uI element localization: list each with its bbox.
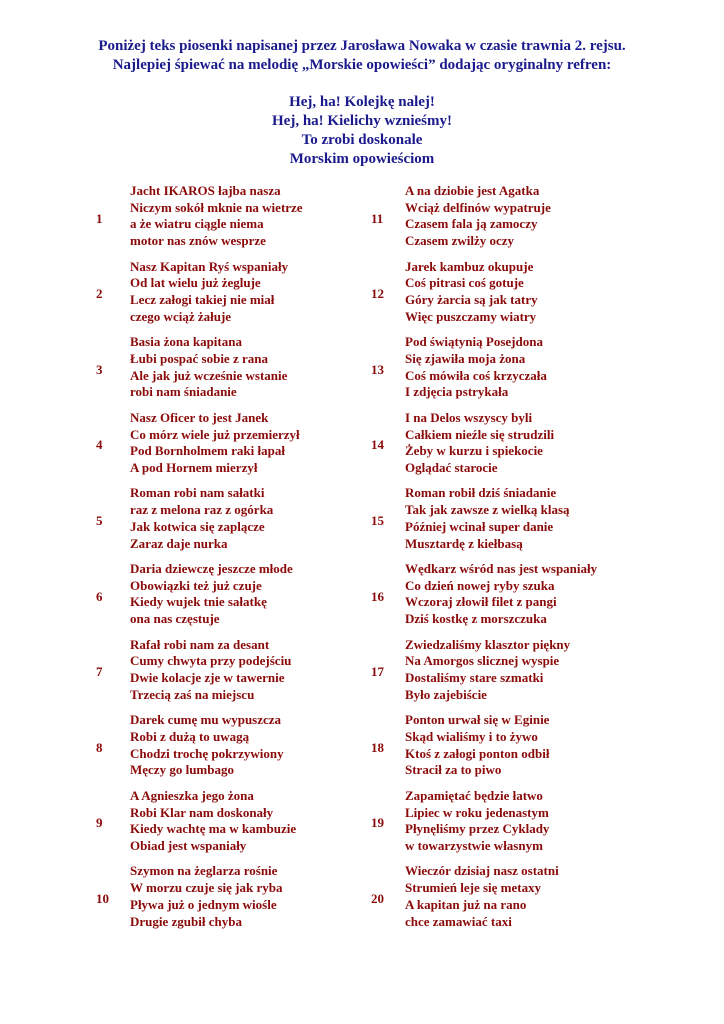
intro-text <box>0 37 724 75</box>
verse-lines <box>130 334 287 401</box>
verse-line: Roman robił dziś śniadanie <box>405 485 557 501</box>
verse-line: Żeby w kurzu i spiekocie <box>405 443 543 459</box>
verse-line: Niczym sokół mknie na wietrze <box>130 199 303 215</box>
verse-line: Drugie zgubił chyba <box>130 913 242 929</box>
verse-line: ona nas częstuje <box>130 611 220 627</box>
verse-lines <box>130 183 303 250</box>
verse-line: Darek cumę mu wypuszcza <box>130 712 282 728</box>
verse-line: Ktoś z załogi ponton odbił <box>405 745 550 761</box>
verse-block <box>96 637 396 709</box>
verse-line: Ale jak już wcześnie wstanie <box>130 367 288 383</box>
verse-line: Zapamiętać będzie łatwo <box>405 787 543 803</box>
verse-line: Obiad jest wspaniały <box>130 837 247 853</box>
verse-number: 9 <box>96 815 103 831</box>
verse-block <box>371 334 671 406</box>
verse-line: Lecz załogi takiej nie miał <box>130 292 275 307</box>
verse-line: Jak kotwica się zaplącze <box>130 518 265 534</box>
verse-lines <box>405 259 538 326</box>
verse-line: motor nas znów wesprze <box>130 233 266 249</box>
verse-lines <box>405 183 551 250</box>
verse-line: Dostaliśmy stare szmatki <box>405 670 544 685</box>
chorus-line: To zrobi doskonale <box>301 132 423 148</box>
verse-line: Było zajebiście <box>405 686 487 702</box>
verse-line: Coś mówiła coś krzyczała <box>405 367 547 383</box>
verse-number: 3 <box>96 361 103 377</box>
verse-line: I na Delos wszyscy byli <box>405 409 533 425</box>
verse-number: 2 <box>96 286 103 302</box>
verse-line: A Agnieszka jego żona <box>130 787 254 803</box>
verse-block <box>96 863 396 935</box>
verse-line: Oglądać starocie <box>405 459 498 475</box>
verse-line: Czasem zwilży oczy <box>405 233 515 249</box>
verse-line: I zdjęcia pstrykała <box>405 384 509 400</box>
verse-line: Dziś kostkę z morszczuka <box>405 611 547 627</box>
verse-block <box>96 561 396 633</box>
verse-number: 18 <box>371 739 384 755</box>
verse-line: Trzecią zaś na miejscu <box>130 686 255 702</box>
verse-line: Jacht IKAROS łajba nasza <box>130 183 281 198</box>
verse-line: Stracił za to piwo <box>405 762 502 778</box>
verse-line: Wędkarz wśród nas jest wspaniały <box>405 561 598 576</box>
verse-number: 11 <box>371 210 384 226</box>
verse-line: Łubi pospać sobie z rana <box>130 350 268 366</box>
verse-lines <box>130 485 273 552</box>
verse-block <box>96 788 396 860</box>
verse-line: Robi Klar nam doskonały <box>130 804 274 820</box>
chorus <box>0 93 724 169</box>
verse-line: Chodzi trochę pokrzywiony <box>130 745 284 761</box>
verse-block <box>96 410 396 482</box>
verse-block <box>371 561 671 633</box>
verse-line: Cumy chwyta przy podejściu <box>130 653 292 669</box>
verse-line: Musztardę z kiełbasą <box>405 535 523 551</box>
verse-block <box>96 259 396 331</box>
verse-block <box>96 334 396 406</box>
verse-line: A kapitan już na rano <box>405 896 527 912</box>
verse-block <box>371 485 671 557</box>
verse-line: Nasz Oficer to jest Janek <box>130 409 269 425</box>
intro-line: Poniżej teks piosenki napisanej przez Jarosława Nowaka w czasie trawnia 2. rejsu. <box>98 38 626 54</box>
verse-line: Góry żarcia są jak tatry <box>405 292 538 307</box>
verse-lines <box>130 637 291 704</box>
verse-line: Na Amorgos slicznej wyspie <box>405 653 560 669</box>
verse-line: Jarek kambuz okupuje <box>405 258 534 274</box>
verse-number: 14 <box>371 437 384 453</box>
verse-line: Tak jak zawsze z wielką klasą <box>405 502 570 518</box>
verse-line: Pływa już o jednym wiośle <box>130 896 277 912</box>
verse-lines <box>130 712 284 779</box>
verse-line: Roman robi nam sałatki <box>130 485 265 501</box>
verse-block <box>371 183 671 255</box>
verse-line: Coś pitrasi coś gotuje <box>405 275 524 291</box>
verse-number: 8 <box>96 739 103 755</box>
verse-line: Co mórz wiele już przemierzył <box>130 426 300 442</box>
verse-line: Męczy go lumbago <box>130 762 234 778</box>
verse-lines <box>405 485 570 552</box>
verse-line: Wciąż delfinów wypatruje <box>405 199 551 215</box>
verse-line: w towarzystwie własnym <box>405 837 543 853</box>
verse-line: Czasem fala ją zamoczy <box>405 216 538 232</box>
verse-line: Daria dziewczę jeszcze młode <box>130 561 293 576</box>
verse-lines <box>130 410 300 477</box>
chorus-line: Hej, ha! Kielichy wznieśmy! <box>272 113 452 129</box>
verse-number: 6 <box>96 588 103 604</box>
verse-block <box>371 788 671 860</box>
verse-line: Pod Bornholmem raki łapał <box>130 443 285 459</box>
verse-line: Zwiedzaliśmy klasztor piękny <box>405 636 571 652</box>
verse-line: Skąd wialiśmy i to żywo <box>405 728 538 744</box>
verse-line: chce zamawiać taxi <box>405 913 512 929</box>
verse-line: A pod Hornem mierzył <box>130 459 258 475</box>
verse-lines <box>405 334 547 401</box>
verse-lines <box>405 863 559 930</box>
verse-line: czego wciąż żałuje <box>130 308 232 324</box>
verse-number: 15 <box>371 513 384 529</box>
verse-line: Obowiązki też już czuje <box>130 577 262 593</box>
verse-line: Się zjawiła moja żona <box>405 350 526 366</box>
verse-lines <box>130 788 296 855</box>
verse-line: Później wcinał super danie <box>405 518 554 534</box>
verse-line: Co dzień nowej ryby szuka <box>405 577 555 593</box>
verse-line: W morzu czuje się jak ryba <box>130 880 283 896</box>
verse-lines <box>405 788 549 855</box>
verse-line: Wieczór dzisiaj nasz ostatni <box>405 863 559 879</box>
verse-lines <box>405 712 549 779</box>
verse-block <box>96 712 396 784</box>
verse-line: Ponton urwał się w Eginie <box>405 712 550 728</box>
verse-line: Zaraz daje nurka <box>130 535 228 551</box>
verse-line: Pod świątynią Posejdona <box>405 334 543 350</box>
verse-line: Całkiem nieźle się strudzili <box>405 426 555 442</box>
verse-lines <box>405 637 570 704</box>
verse-lines <box>405 410 554 477</box>
verse-line: Więc puszczamy wiatry <box>405 308 537 324</box>
verse-line: Wczoraj złowił filet z pangi <box>405 594 557 610</box>
verse-number: 5 <box>96 513 103 529</box>
verse-line: A na dziobie jest Agatka <box>405 183 540 198</box>
verse-line: Kiedy wujek tnie sałatkę <box>130 594 267 610</box>
verse-number: 4 <box>96 437 103 453</box>
verse-number: 19 <box>371 815 384 831</box>
verse-block <box>371 712 671 784</box>
verse-line: raz z melona raz z ogórka <box>130 502 274 518</box>
verse-block <box>96 183 396 255</box>
verse-number: 7 <box>96 664 103 680</box>
verse-line: Od lat wielu już żegluje <box>130 275 261 291</box>
verse-line: Kiedy wachtę ma w kambuzie <box>130 821 297 837</box>
verse-line: Rafał robi nam za desant <box>130 636 270 652</box>
verse-line: Nasz Kapitan Ryś wspaniały <box>130 258 289 274</box>
verse-line: Robi z dużą to uwagą <box>130 728 250 744</box>
verse-block <box>371 259 671 331</box>
verse-line: Strumień leje się metaxy <box>405 880 542 896</box>
verse-line: Płynęliśmy przez Cyklady <box>405 821 550 837</box>
verse-number: 20 <box>371 891 384 907</box>
verse-line: Lipiec w roku jedenastym <box>405 804 549 820</box>
intro-line: Najlepiej śpiewać na melodię „Morskie opowieści” dodając oryginalny refren: <box>112 57 612 73</box>
verse-block <box>96 485 396 557</box>
verse-number: 16 <box>371 588 384 604</box>
verse-line: a że wiatru ciągle niema <box>130 216 264 232</box>
verse-line: Dwie kolacje zje w tawernie <box>130 670 285 685</box>
verse-number: 10 <box>96 891 109 907</box>
verse-number: 17 <box>371 664 384 680</box>
verse-number: 12 <box>371 286 384 302</box>
verse-block <box>371 410 671 482</box>
verse-block <box>371 637 671 709</box>
verse-number: 1 <box>96 210 103 226</box>
verse-line: robi nam śniadanie <box>130 384 237 400</box>
verse-line: Basia żona kapitana <box>130 334 242 350</box>
verse-lines <box>130 561 293 628</box>
verse-line: Szymon na żeglarza rośnie <box>130 863 278 879</box>
verse-lines <box>405 561 597 628</box>
chorus-line: Morskim opowieściom <box>289 151 435 167</box>
verse-block <box>371 863 671 935</box>
verse-number: 13 <box>371 361 384 377</box>
chorus-line: Hej, ha! Kolejkę nalej! <box>289 94 435 110</box>
verse-lines <box>130 259 288 326</box>
verse-lines <box>130 863 282 930</box>
